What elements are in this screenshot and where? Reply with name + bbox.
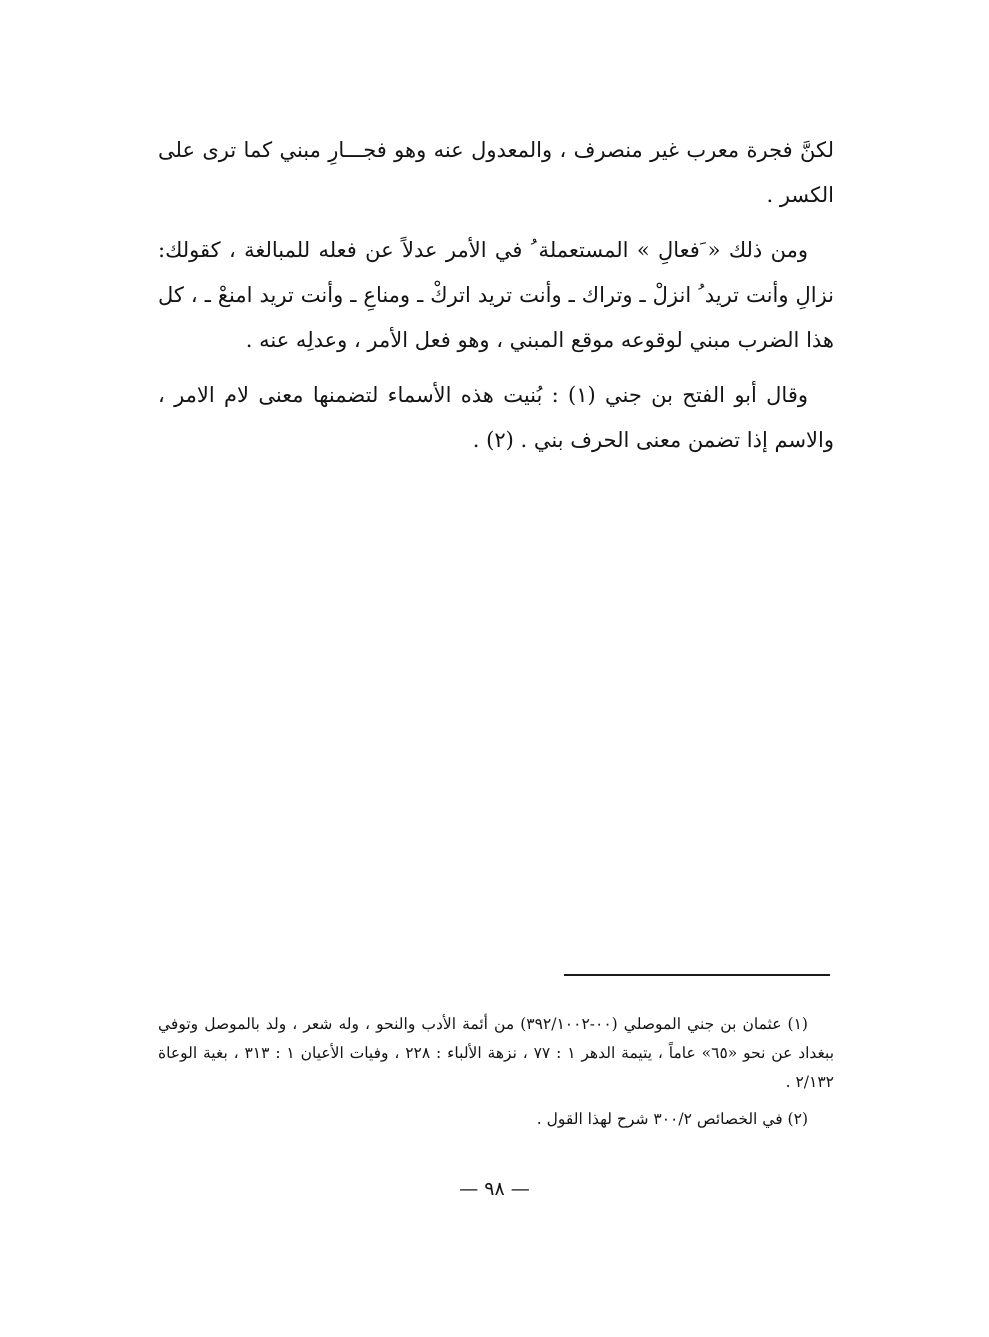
paragraph-1: لكنَّ فجرة معرب غير منصرف ، والمعدول عنه وهو فجـــارِ مبني كما ترى على الكسر .: [158, 138, 834, 207]
main-text: [158, 128, 834, 463]
paragraph-2: ومن ذلك « َفعالِ » المستعملة ُ في الأمر عدلاً عن فعله للمبالغة ، كقولك: نزالِ وأنت تريد ُ انزلْ ـ وتراك ـ وأنت تريد اتركْ ـ ومناعِ ـ وأنت تريد امنعْ ـ ، كل هذا الضرب مبني لوقوعه موقع المبني ، وهو فعل الأمر ، وعدلِه عنه .: [158, 238, 834, 352]
footnote-2: (٢) في الخصائص ٣٠٠/٢ شرح لهذا القول .: [536, 1110, 808, 1128]
footnote-separator: [564, 974, 830, 976]
paragraph-3: وقال أبو الفتح بن جني (١) : بُنيت هذه الأسماء لتضمنها معنى لام الامر ، والاسم إذا تضمن معنى الحرف بني . (٢) .: [158, 383, 834, 452]
footnote-1: (١) عثمان بن جني الموصلي (٠٠-٣٩٢/١٠٠٢) من أئمة الأدب والنحو ، وله شعر ، ولد بالموصل وتوفي ببغداد عن نحو «٦٥» عاماً ، يتيمة الدهر ١ : ٧٧ ، نزهة الألباء : ٢٢٨ ، وفيات الأعيان ١ : ٣١٣ ، بغية الوعاة ٢/١٣٢ .: [158, 1015, 835, 1091]
page-number: — ٩٨ —: [459, 1178, 530, 1200]
footnotes: [158, 1010, 834, 1134]
